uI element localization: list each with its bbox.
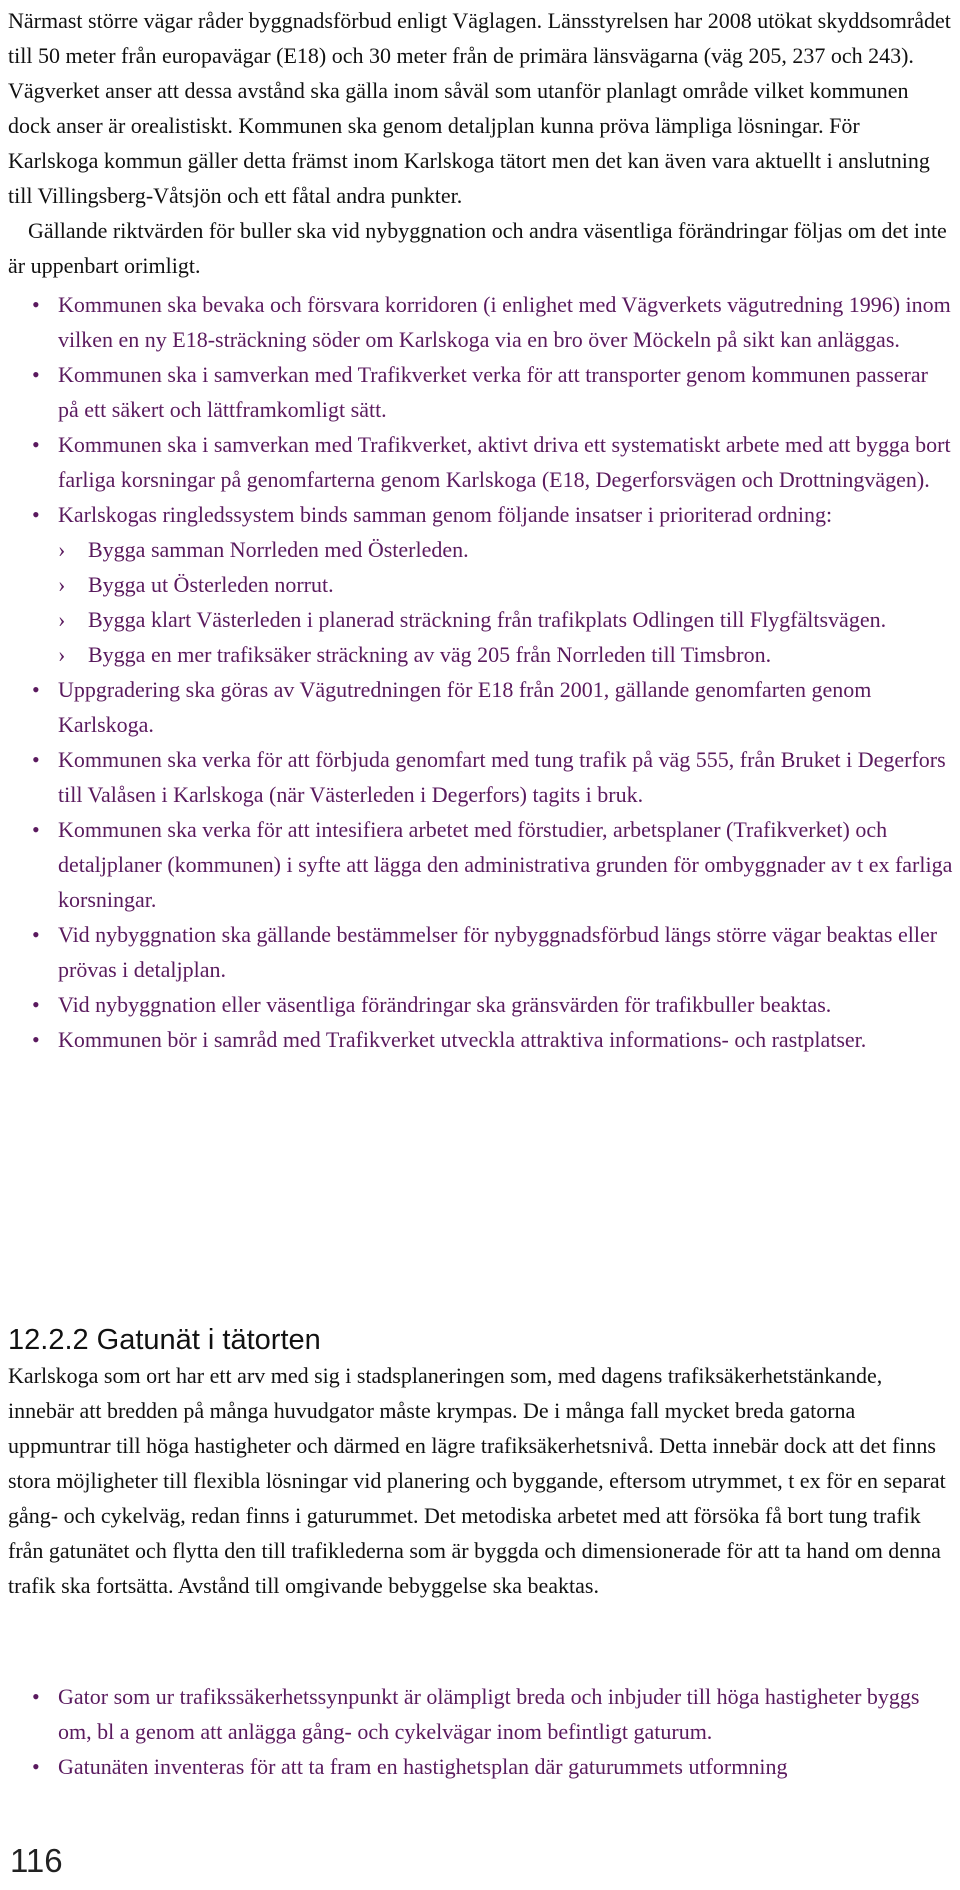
goal-item-text: Kommunen ska i samverkan med Trafikverket, aktivt driva ett systematiskt arbete med att bygga bort farliga korsningar på genomfarterna genom Karlskoga (E18, Degerforsvägen och Drottningvägen).: [58, 432, 951, 492]
priority-subitem-text: Bygga samman Norrleden med Österleden.: [88, 537, 469, 562]
section-goal-item-text: Gator som ur trafikssäkerhetssynpunkt är olämpligt breda och inbjuder till höga hastigheter byggs om, bl a genom att anlägga gång- och cykelvägar inom befintligt gaturum.: [58, 1684, 920, 1744]
section-goal-item: [8, 1679, 953, 1749]
section-goals: [8, 1679, 953, 1784]
goal-item-text: Kommunen ska verka för att förbjuda genomfart med tung trafik på väg 555, från Bruket i Degerfors till Valåsen i Karlskoga (när Västerleden i Degerfors) tagits i bruk.: [58, 747, 946, 807]
goal-item-text: Uppgradering ska göras av Vägutredningen för E18 från 2001, gällande genomfarten genom Karlskoga.: [58, 677, 872, 737]
goals-list: [8, 287, 953, 1057]
goal-item: [8, 287, 953, 357]
goal-item: [8, 1022, 953, 1057]
priority-subitem-text: Bygga ut Österleden norrut.: [88, 572, 334, 597]
section-heading: 12.2.2 Gatunät i tätorten: [8, 1324, 321, 1356]
goal-item: [8, 497, 953, 672]
priority-subitem-text: Bygga en mer trafiksäker sträckning av väg 205 från Norrleden till Timsbron.: [88, 642, 772, 667]
goal-item: [8, 357, 953, 427]
goal-item-text: Vid nybyggnation ska gällande bestämmelser för nybyggnadsförbud längs större vägar beaktas eller prövas i detaljplan.: [58, 922, 938, 982]
section-goals-list: [8, 1679, 953, 1784]
goal-item-text: Vid nybyggnation eller väsentliga förändringar ska gränsvärden för trafikbuller beaktas.: [58, 992, 832, 1017]
goal-item-text: Kommunen bör i samråd med Trafikverket utveckla attraktiva informations- och rastplatser.: [58, 1027, 867, 1052]
section-body: [8, 1358, 953, 1603]
goal-item-text: Kommunen ska i samverkan med Trafikverket verka för att transporter genom kommunen passerar på ett säkert och lättframkomligt sätt.: [58, 362, 928, 422]
priority-subitem: [58, 532, 953, 567]
priority-subitem: [58, 637, 953, 672]
goals-section: [8, 287, 953, 1057]
goal-item: [8, 987, 953, 1022]
page-number: 116: [10, 1842, 63, 1879]
intro-section: [8, 3, 953, 283]
goal-item-text: Kommunen ska verka för att intesifiera arbetet med förstudier, arbetsplaner (Trafikverket) och detaljplaner (kommunen) i syfte att lägga den administrativa grunden för ombyggnader av t ex farliga korsningar.: [58, 817, 953, 912]
goal-item: [8, 427, 953, 497]
section-goal-item: [8, 1749, 953, 1784]
priority-subitem-text: Bygga klart Västerleden i planerad sträckning från trafikplats Odlingen till Flygfältsvägen.: [88, 607, 887, 632]
section-goal-item-text: Gatunäten inventeras för att ta fram en hastighetsplan där gaturummets utformning: [58, 1754, 788, 1779]
priority-subitem: [58, 567, 953, 602]
goal-item: [8, 672, 953, 742]
priority-subitem: [58, 602, 953, 637]
intro-paragraph-2: Gällande riktvärden för buller ska vid nybyggnation och andra väsentliga förändringar följas om det inte är uppenbart orimligt.: [8, 218, 947, 278]
goal-item: [8, 812, 953, 917]
section-paragraph: Karlskoga som ort har ett arv med sig i stadsplaneringen som, med dagens trafiksäkerhetstänkande, innebär att bredden på många huvudgator måste krympas. De i många fall mycket breda gatorna uppmuntrar till höga hastigheter och därmed en lägre trafiksäkerhetsnivå. Detta innebär dock att det finns stora möjligheter till flexibla lösningar vid planering och byggande, eftersom utrymmet, t ex för en separat gång- och cykelväg, redan finns i gaturummet. Det metodiska arbetet med att försöka få bort tung trafik från gatunätet och flytta den till trafiklederna som är byggda och dimensionerade för att ta hand om denna trafik ska fortsätta. Avstånd till omgivande bebyggelse ska beaktas.: [8, 1363, 946, 1598]
goal-item-text: Kommunen ska bevaka och försvara korridoren (i enlighet med Vägverkets vägutredning 1996) inom vilken en ny E18-sträckning söder om Karlskoga via en bro över Möckeln på sikt kan anläggas.: [58, 292, 951, 352]
goal-item: [8, 742, 953, 812]
intro-paragraph-1: Närmast större vägar råder byggnadsförbud enligt Väglagen. Länsstyrelsen har 2008 utökat skyddsområdet till 50 meter från europavägar (E18) och 30 meter från de primära länsvägarna (väg 205, 237 och 243). Vägverket anser att dessa avstånd ska gälla inom såväl som utanför planlagt område vilket kommunen dock anser är orealistiskt. Kommunen ska genom detaljplan kunna pröva lämpliga lösningar. För Karlskoga kommun gäller detta främst inom Karlskoga tätort men det kan även vara aktuellt i anslutning till Villingsberg-Våtsjön och ett fåtal andra punkter.: [8, 8, 951, 208]
goal-item: [8, 917, 953, 987]
goal-item-text: Karlskogas ringledssystem binds samman genom följande insatser i prioriterad ordning:: [58, 502, 833, 527]
priority-sublist: [58, 532, 953, 672]
